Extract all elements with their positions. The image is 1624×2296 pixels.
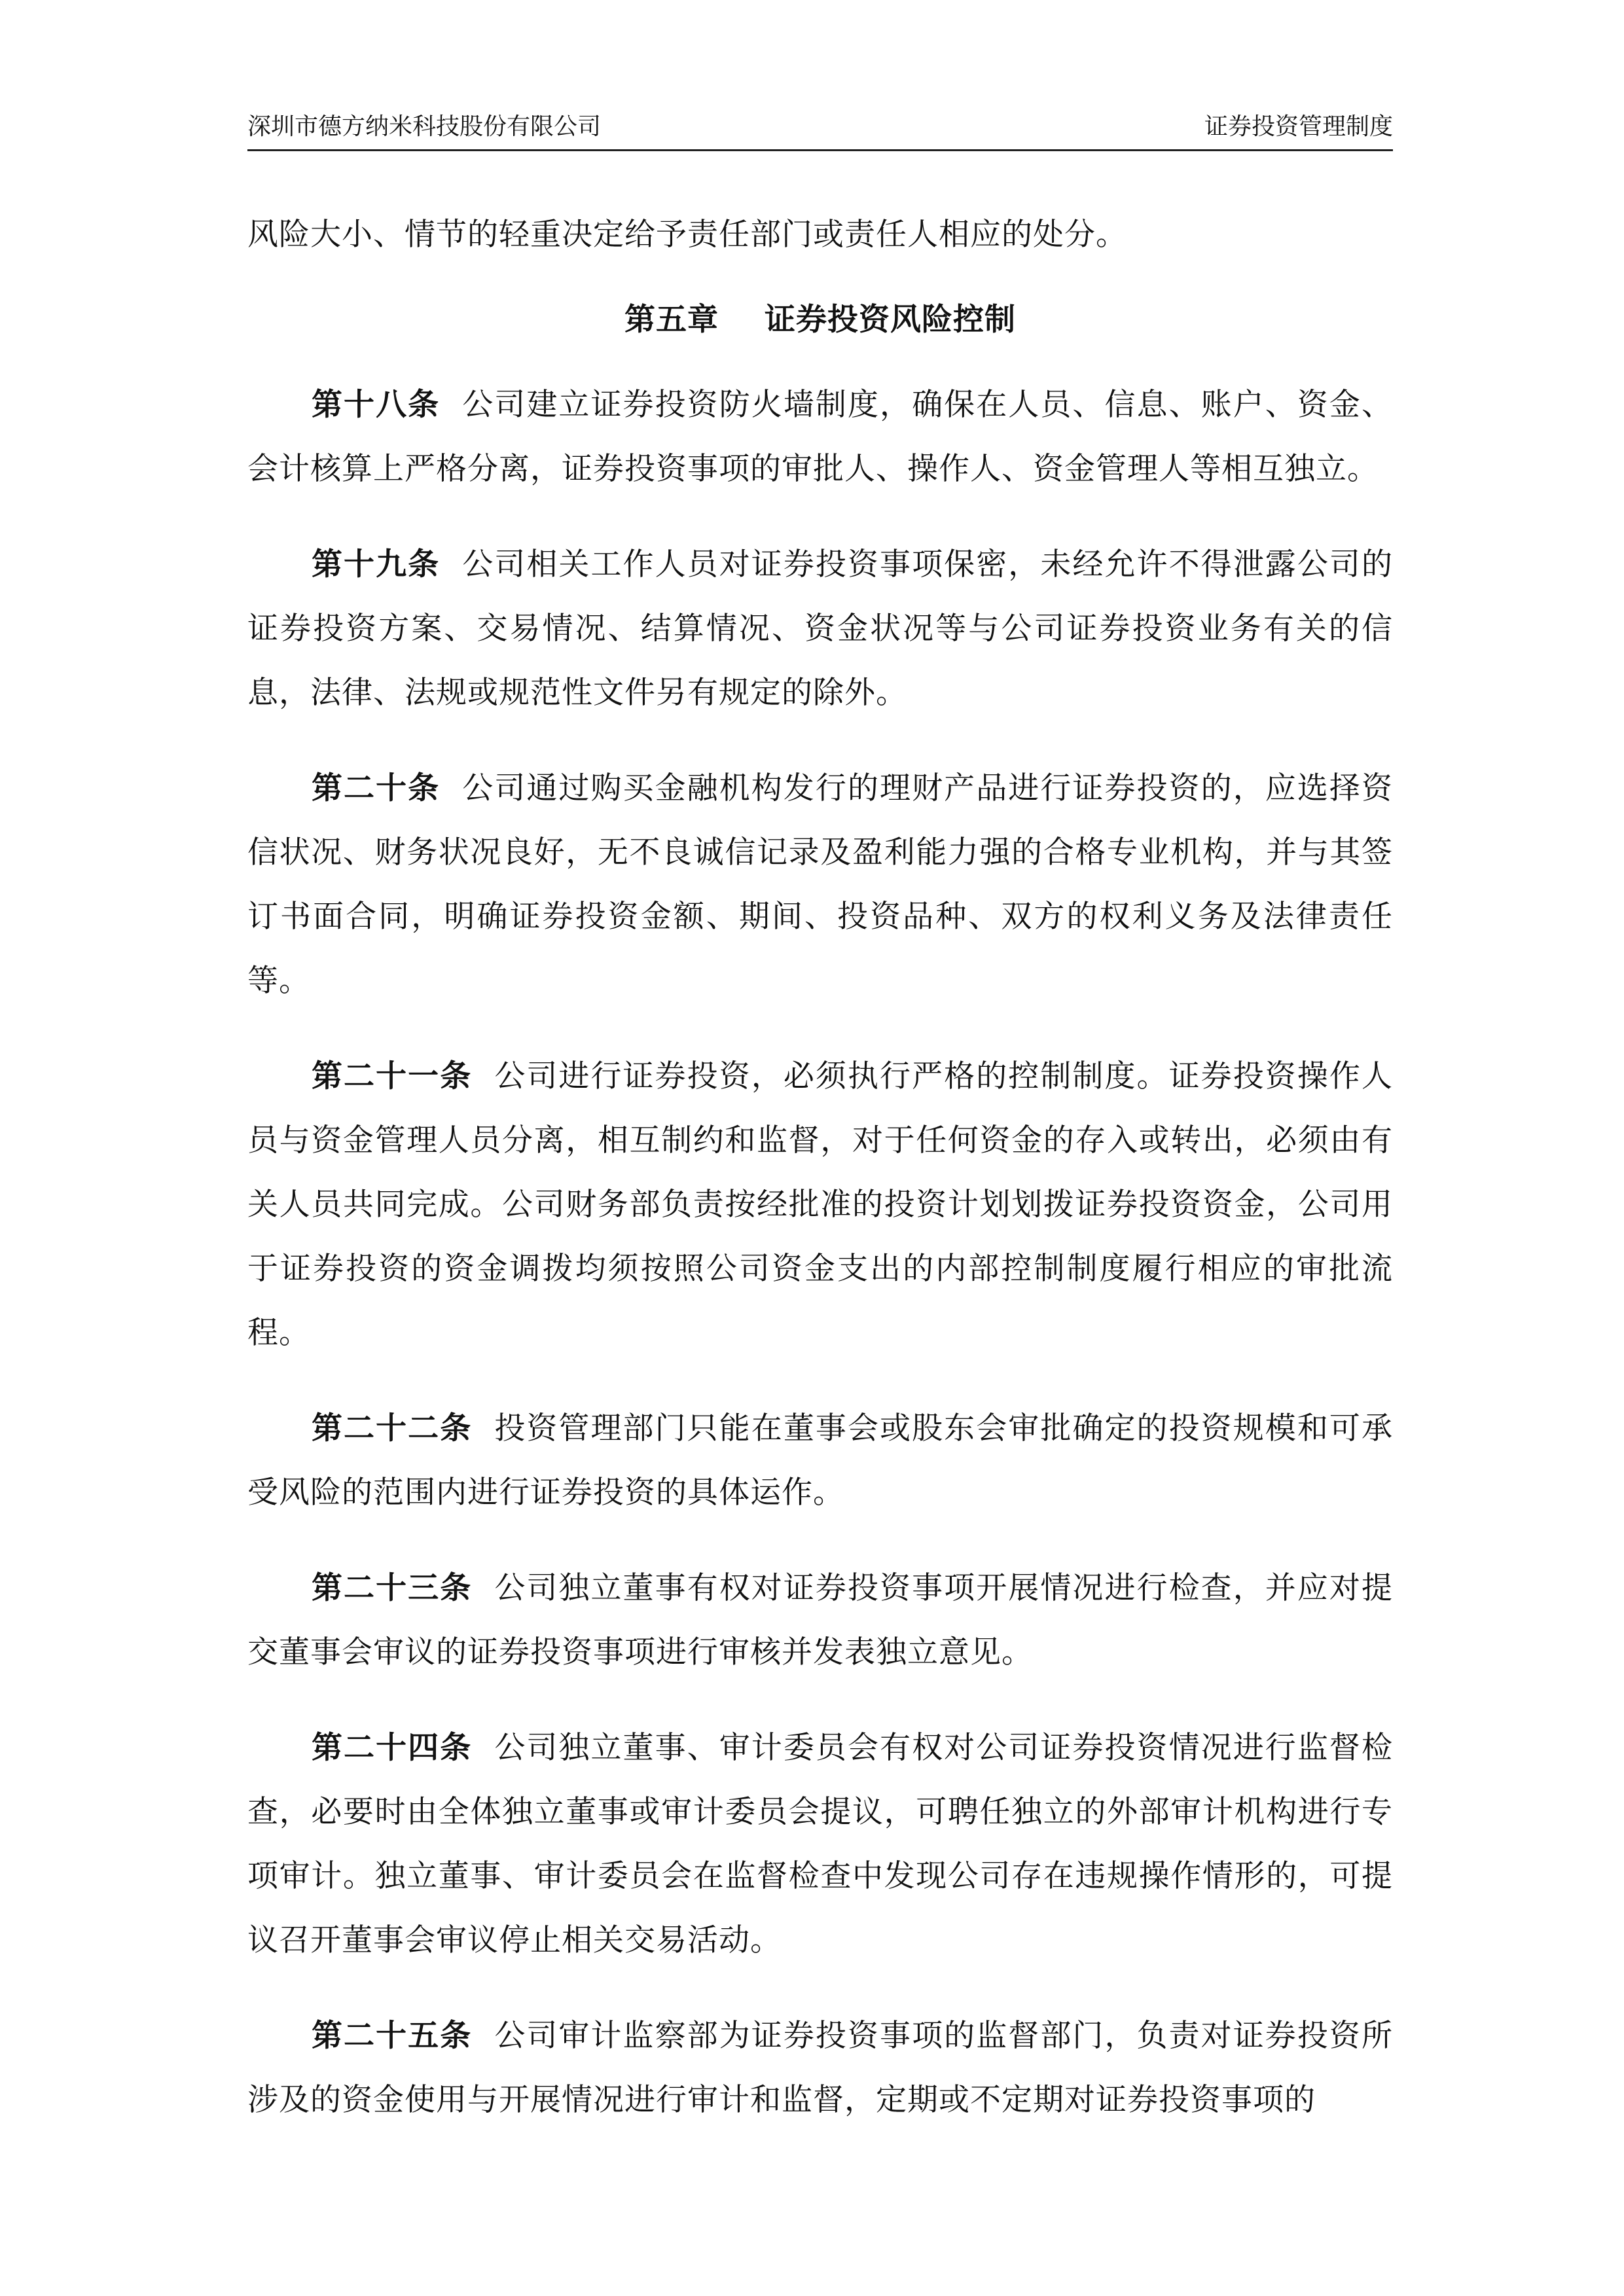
chapter-title: 证券投资风险控制: [765, 302, 1016, 338]
article-label: 第十八条: [312, 387, 441, 423]
article-text: 公司独立董事、审计委员会有权对公司证券投资情况进行监督检查，必要时由全体独立董事或审计委员会提议，可聘任独立的外部审计机构进行专项审计。独立董事、审计委员会在监督检查中发现公司存在违规操作情形的，可提议召开董事会审议停止相关交易活动。: [247, 1730, 1393, 1958]
article-text: 公司建立证券投资防火墙制度，确保在人员、信息、账户、资金、会计核算上严格分离，证券投资事项的审批人、操作人、资金管理人等相互独立。: [247, 387, 1393, 487]
article-label: 第十九条: [312, 547, 441, 583]
article-text: 投资管理部门只能在董事会或股东会审批确定的投资规模和可承受风险的范围内进行证券投资的具体运作。: [247, 1410, 1393, 1511]
chapter-number: 第五章: [624, 302, 719, 338]
article-label: 第二十四条: [312, 1730, 473, 1766]
article-text: 公司审计监察部为证券投资事项的监督部门，负责对证券投资所涉及的资金使用与开展情况进行审计和监督，定期或不定期对证券投资事项的: [247, 2018, 1393, 2118]
article-label: 第二十三条: [312, 1570, 473, 1606]
article-text: 公司独立董事有权对证券投资事项开展情况进行检查，并应对提交董事会审议的证券投资事项进行审核并发表独立意见。: [247, 1570, 1393, 1670]
document-body: [247, 203, 1393, 2164]
header-document-title: 证券投资管理制度: [1204, 113, 1393, 140]
article-21: [247, 1045, 1393, 1365]
article-24: [247, 1716, 1393, 1973]
chapter-heading: [247, 288, 1393, 352]
article-25: [247, 2004, 1393, 2132]
article-18: [247, 373, 1393, 501]
header-company-name: 深圳市德方纳米科技股份有限公司: [247, 113, 602, 140]
article-text: 公司通过购买金融机构发行的理财产品进行证券投资的，应选择资信状况、财务状况良好，无不良诚信记录及盈利能力强的合格专业机构，并与其签订书面合同，明确证券投资金额、期间、投资品种、双方的权利义务及法律责任等。: [247, 770, 1393, 999]
article-19: [247, 533, 1393, 725]
continuation-paragraph: 风险大小、情节的轻重决定给予责任部门或责任人相应的处分。: [247, 217, 1127, 253]
article-label: 第二十条: [312, 770, 441, 806]
article-label: 第二十五条: [312, 2018, 473, 2054]
article-text: 公司进行证券投资，必须执行严格的控制制度。证券投资操作人员与资金管理人员分离，相互制约和监督，对于任何资金的存入或转出，必须由有关人员共同完成。公司财务部负责按经批准的投资计划划拨证券投资资金，公司用于证券投资的资金调拨均须按照公司资金支出的内部控制制度履行相应的审批流程。: [247, 1058, 1393, 1351]
article-20: [247, 757, 1393, 1013]
article-label: 第二十一条: [312, 1058, 473, 1094]
article-text: 公司相关工作人员对证券投资事项保密，未经允许不得泄露公司的证券投资方案、交易情况、结算情况、资金状况等与公司证券投资业务有关的信息，法律、法规或规范性文件另有规定的除外。: [247, 547, 1393, 711]
article-22: [247, 1397, 1393, 1525]
page-header: [247, 113, 1393, 151]
article-23: [247, 1556, 1393, 1685]
article-label: 第二十二条: [312, 1410, 473, 1446]
